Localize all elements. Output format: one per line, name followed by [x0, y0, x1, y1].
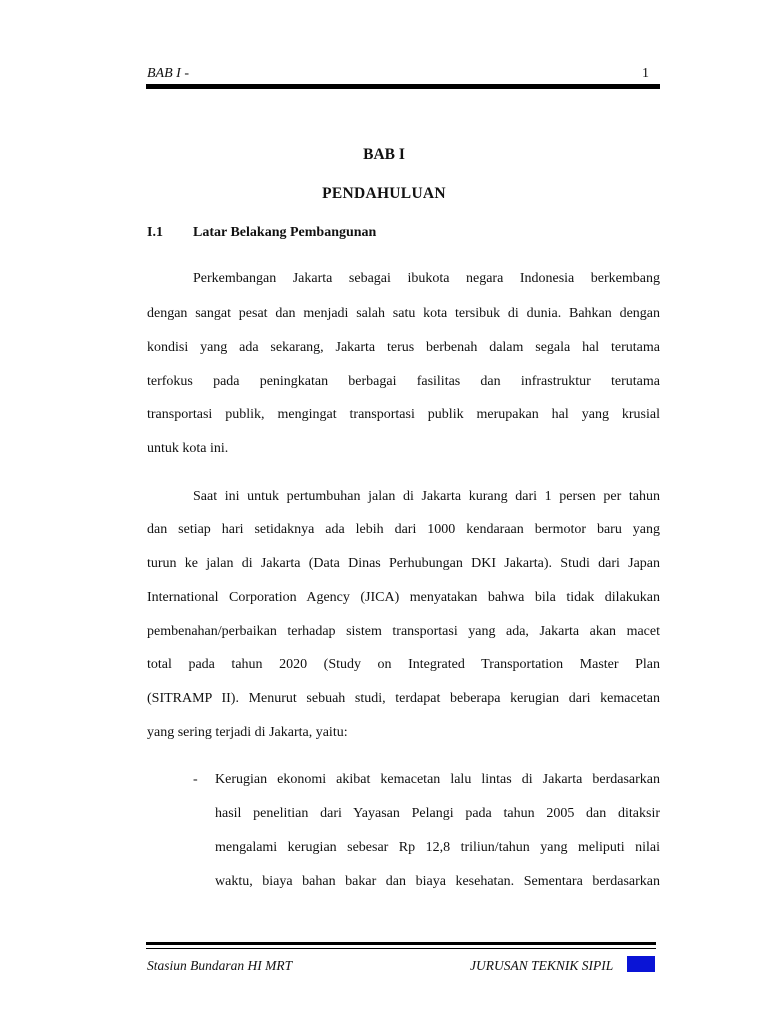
section-number: I.1 [147, 225, 163, 240]
chapter-number: BAB I [363, 146, 405, 163]
footer-divider-thick [146, 942, 656, 945]
bullet-line: mengalami kerugian sebesar Rp 12,8 triliun/tahun yang meliputi nilai [215, 840, 660, 855]
page-number: 1 [642, 66, 649, 81]
paragraph-line: terfokus pada peningkatan berbagai fasilitas dan infrastruktur terutama [147, 374, 660, 389]
footer-department: JURUSAN TEKNIK SIPIL [470, 958, 614, 973]
paragraph-line: yang sering terjadi di Jakarta, yaitu: [147, 725, 348, 740]
bullet-line: Kerugian ekonomi akibat kemacetan lalu lintas di Jakarta berdasarkan [215, 772, 660, 787]
bullet-dash: - [193, 772, 198, 787]
running-header-chapter: BAB I - [147, 66, 189, 81]
paragraph-line: International Corporation Agency (JICA) menyatakan bahwa bila tidak dilakukan [147, 590, 660, 605]
bullet-line: waktu, biaya bahan bakar dan biaya kesehatan. Sementara berdasarkan [215, 874, 660, 889]
paragraph-line: dan setiap hari setidaknya ada lebih dari 1000 kendaraan bermotor baru yang [147, 522, 660, 537]
paragraph-line: turun ke jalan di Jakarta (Data Dinas Perhubungan DKI Jakarta). Studi dari Japan [147, 556, 660, 571]
footer-divider-thin [146, 948, 656, 949]
footer-document-title: Stasiun Bundaran HI MRT [147, 958, 293, 973]
chapter-title: PENDAHULUAN [322, 185, 446, 202]
paragraph-line: Perkembangan Jakarta sebagai ibukota negara Indonesia berkembang [193, 271, 660, 286]
paragraph-line: pembenahan/perbaikan terhadap sistem transportasi yang ada, Jakarta akan macet [147, 624, 660, 639]
paragraph-line: Saat ini untuk pertumbuhan jalan di Jakarta kurang dari 1 persen per tahun [193, 489, 660, 504]
header-divider [146, 84, 660, 89]
paragraph-line: (SITRAMP II). Menurut sebuah studi, terdapat beberapa kerugian dari kemacetan [147, 691, 660, 706]
paragraph-line: untuk kota ini. [147, 441, 229, 456]
footer-accent-block [627, 956, 655, 972]
bullet-line: hasil penelitian dari Yayasan Pelangi pada tahun 2005 dan ditaksir [215, 806, 660, 821]
paragraph-line: transportasi publik, mengingat transportasi publik merupakan hal yang krusial [147, 407, 660, 422]
section-title: Latar Belakang Pembangunan [193, 225, 377, 240]
paragraph-line: kondisi yang ada sekarang, Jakarta terus berbenah dalam segala hal terutama [147, 340, 660, 355]
paragraph-line: dengan sangat pesat dan menjadi salah satu kota tersibuk di dunia. Bahkan dengan [147, 306, 660, 321]
paragraph-line: total pada tahun 2020 (Study on Integrated Transportation Master Plan [147, 657, 660, 672]
